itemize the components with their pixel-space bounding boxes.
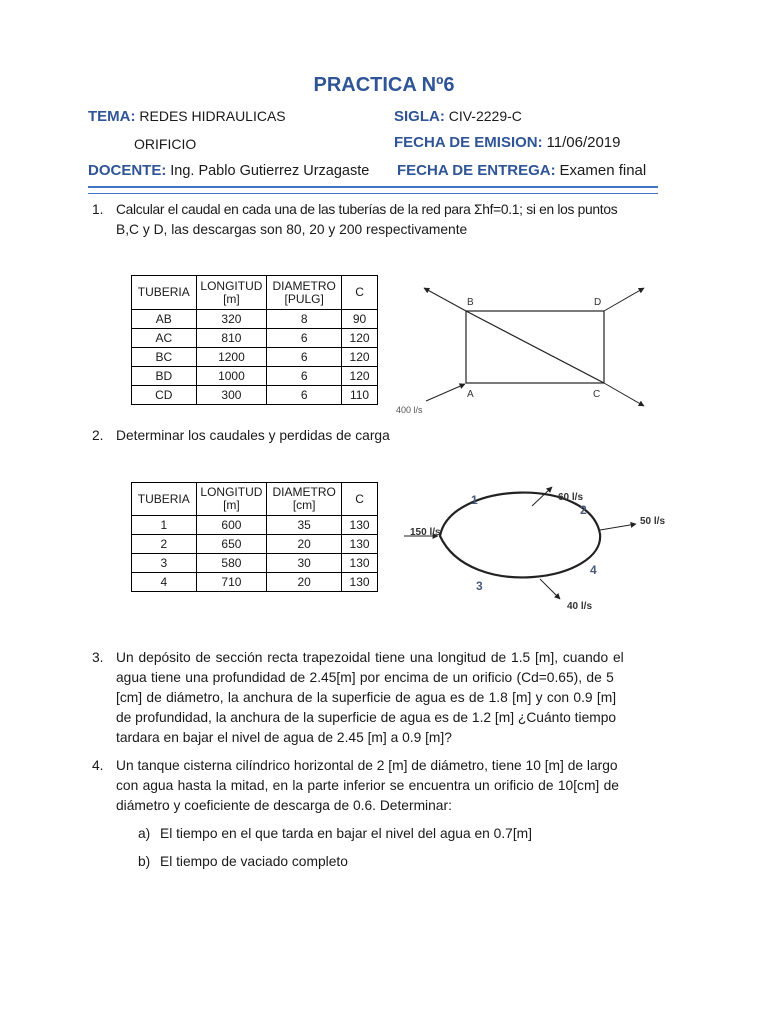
docente-value: Ing. Pablo Gutierrez Urzagaste bbox=[170, 163, 370, 179]
table-1-cell: AB bbox=[132, 310, 197, 329]
table-1-cell: 6 bbox=[267, 367, 342, 386]
docente-label: DOCENTE: bbox=[88, 162, 167, 179]
problem-4-sub-a: El tiempo en el que tarda en bajar el nivel del agua en 0.7[m] bbox=[160, 826, 532, 841]
network-diagram-1 bbox=[390, 278, 660, 420]
outflow-label-right: 50 l/s bbox=[640, 516, 666, 527]
table-row bbox=[132, 386, 378, 405]
table-1-cell: CD bbox=[132, 386, 197, 405]
problem-3-number: 3. bbox=[92, 650, 104, 665]
table-2-header-diametro: DIAMETRO [cm] bbox=[267, 483, 342, 516]
problem-1-number: 1. bbox=[92, 202, 104, 217]
table-2-cell: 130 bbox=[342, 535, 378, 554]
table-2-cell: 130 bbox=[342, 554, 378, 573]
problem-4-line-1: Un tanque cisterna cilíndrico horizontal de 2 [m] de diámetro, tiene 10 [m] de largo bbox=[116, 758, 618, 773]
table-row bbox=[132, 310, 378, 329]
outflow-arrow-c bbox=[604, 383, 644, 406]
table-row bbox=[132, 573, 378, 592]
problem-1-line-2: B,C y D, las descargas son 80, 20 y 200 respectivamente bbox=[116, 222, 468, 237]
docente-row bbox=[88, 162, 369, 179]
table-2-header-tuberia: TUBERIA bbox=[132, 483, 197, 516]
table-2-cell: 580 bbox=[196, 554, 267, 573]
table-1-cell: BC bbox=[132, 348, 197, 367]
table-1-cell: 90 bbox=[342, 310, 378, 329]
emision-row bbox=[394, 134, 620, 151]
sigla-label: SIGLA: bbox=[394, 108, 445, 125]
problem-3-line-1: Un depósito de sección recta trapezoidal tiene una longitud de 1.5 [m], cuando el bbox=[116, 650, 624, 665]
entrega-row bbox=[397, 162, 646, 179]
table-2-cell: 710 bbox=[196, 573, 267, 592]
problem-3-line-3: [cm] de diámetro, la anchura de la superficie de agua es de 1.8 [m] y con 0.9 [m] bbox=[116, 690, 617, 705]
node-d-label: D bbox=[594, 297, 602, 308]
table-1-cell: 6 bbox=[267, 348, 342, 367]
table-1-cell: AC bbox=[132, 329, 197, 348]
outflow-label-bottom: 40 l/s bbox=[567, 601, 593, 612]
table-row bbox=[132, 516, 378, 535]
table-1-header-tuberia: TUBERIA bbox=[132, 276, 197, 310]
table-row bbox=[132, 367, 378, 386]
table-row bbox=[132, 348, 378, 367]
pipe-3-label: 3 bbox=[476, 579, 483, 593]
problem-4-sub-a-label: a) bbox=[138, 826, 151, 841]
problem-2-line-1: Determinar los caudales y perdidas de carga bbox=[116, 428, 390, 443]
table-1-header-c: C bbox=[342, 276, 378, 310]
emision-label: FECHA DE EMISION: bbox=[394, 134, 543, 151]
table-2-cell: 130 bbox=[342, 516, 378, 535]
table-2-cell: 2 bbox=[132, 535, 197, 554]
pipe-bc-line bbox=[466, 311, 604, 383]
table-1-cell: 1000 bbox=[196, 367, 267, 386]
table-1-header-longitud: LONGITUD [m] bbox=[196, 276, 267, 310]
tema-label: TEMA: bbox=[88, 108, 136, 125]
sigla-row bbox=[394, 108, 522, 125]
table-2-cell: 20 bbox=[267, 535, 342, 554]
inflow-arrow-a bbox=[426, 384, 465, 401]
table-2-cell: 650 bbox=[196, 535, 267, 554]
outflow-arrow-bottom bbox=[540, 579, 560, 599]
problem-3-line-2: agua tiene una profundidad de 2.45[m] por encima de un orificio (Cd=0.65), de 5 bbox=[116, 670, 614, 685]
table-2-header-longitud: LONGITUD [m] bbox=[196, 483, 267, 516]
problem-3-line-4: de profundidad, la anchura de la superficie de agua es de 1.2 [m] ¿Cuánto tiempo bbox=[116, 710, 617, 725]
inflow-label: 150 l/s bbox=[410, 527, 441, 538]
problem-4-sub-b-label: b) bbox=[138, 854, 151, 869]
table-1-cell: 320 bbox=[196, 310, 267, 329]
table-2 bbox=[131, 482, 378, 592]
table-row bbox=[132, 535, 378, 554]
outflow-arrow-b bbox=[424, 288, 466, 311]
table-2-cell: 20 bbox=[267, 573, 342, 592]
table-row bbox=[132, 329, 378, 348]
table-1-cell: 6 bbox=[267, 329, 342, 348]
problem-2-number: 2. bbox=[92, 428, 104, 443]
table-1 bbox=[131, 275, 378, 405]
table-1-cell: 110 bbox=[342, 386, 378, 405]
pipe-loop bbox=[440, 493, 600, 578]
table-2-cell: 4 bbox=[132, 573, 197, 592]
page-title: PRACTICA Nº6 bbox=[313, 74, 455, 96]
table-2-header-c: C bbox=[342, 483, 378, 516]
table-2-cell: 130 bbox=[342, 573, 378, 592]
outflow-arrow-top bbox=[532, 487, 552, 506]
table-2-cell: 3 bbox=[132, 554, 197, 573]
table-2-cell: 1 bbox=[132, 516, 197, 535]
tema-value-2: ORIFICIO bbox=[134, 136, 197, 152]
problem-3-line-5: tardara en bajar el nivel de agua de 2.45 [m] a 0.9 [m]? bbox=[116, 730, 452, 745]
entrega-value: Examen final bbox=[559, 162, 647, 179]
network-diagram-2 bbox=[400, 476, 672, 618]
table-2-cell: 30 bbox=[267, 554, 342, 573]
emision-value: 11/06/2019 bbox=[546, 134, 621, 151]
tema-value: REDES HIDRAULICAS bbox=[139, 108, 286, 124]
table-1-cell: 8 bbox=[267, 310, 342, 329]
table-1-cell: 120 bbox=[342, 329, 378, 348]
node-c-label: C bbox=[593, 389, 601, 400]
outflow-arrow-d bbox=[604, 288, 644, 311]
table-2-cell: 35 bbox=[267, 516, 342, 535]
problem-4-number: 4. bbox=[92, 758, 104, 773]
node-b-label: B bbox=[467, 297, 474, 308]
table-2-header-row bbox=[132, 483, 378, 516]
table-1-cell: 1200 bbox=[196, 348, 267, 367]
outflow-arrow-right bbox=[600, 524, 636, 530]
pipe-2-label: 2 bbox=[580, 503, 587, 517]
node-a-label: A bbox=[467, 389, 474, 400]
header-rule-bottom bbox=[88, 193, 658, 194]
problem-4-line-3: diámetro y coeficiente de descarga de 0.6. Determinar: bbox=[116, 798, 452, 813]
tema-row bbox=[88, 108, 286, 125]
table-1-cell: 810 bbox=[196, 329, 267, 348]
pipe-4-label: 4 bbox=[590, 563, 597, 577]
table-row bbox=[132, 554, 378, 573]
table-1-cell: 6 bbox=[267, 386, 342, 405]
inflow-label: 400 l/s bbox=[396, 405, 423, 415]
problem-1-line-1: Calcular el caudal en cada una de las tuberías de la red para Σhf=0.1; si en los puntos bbox=[116, 202, 618, 217]
problem-4-sub-b: El tiempo de vaciado completo bbox=[160, 854, 348, 869]
table-1-cell: 120 bbox=[342, 348, 378, 367]
header-rule-top bbox=[88, 186, 658, 188]
table-1-header-diametro: DIAMETRO [PULG] bbox=[267, 276, 342, 310]
outflow-label-top: 60 l/s bbox=[558, 492, 584, 503]
entrega-label: FECHA DE ENTREGA: bbox=[397, 162, 556, 179]
sigla-value: CIV-2229-C bbox=[448, 108, 522, 124]
table-1-cell: BD bbox=[132, 367, 197, 386]
table-1-cell: 300 bbox=[196, 386, 267, 405]
table-1-header-row bbox=[132, 276, 378, 310]
table-1-cell: 120 bbox=[342, 367, 378, 386]
pipe-1-label: 1 bbox=[471, 493, 478, 507]
problem-4-line-2: con agua hasta la mitad, en la parte inferior se encuentra un orificio de 10[cm] de bbox=[116, 778, 619, 793]
table-2-cell: 600 bbox=[196, 516, 267, 535]
